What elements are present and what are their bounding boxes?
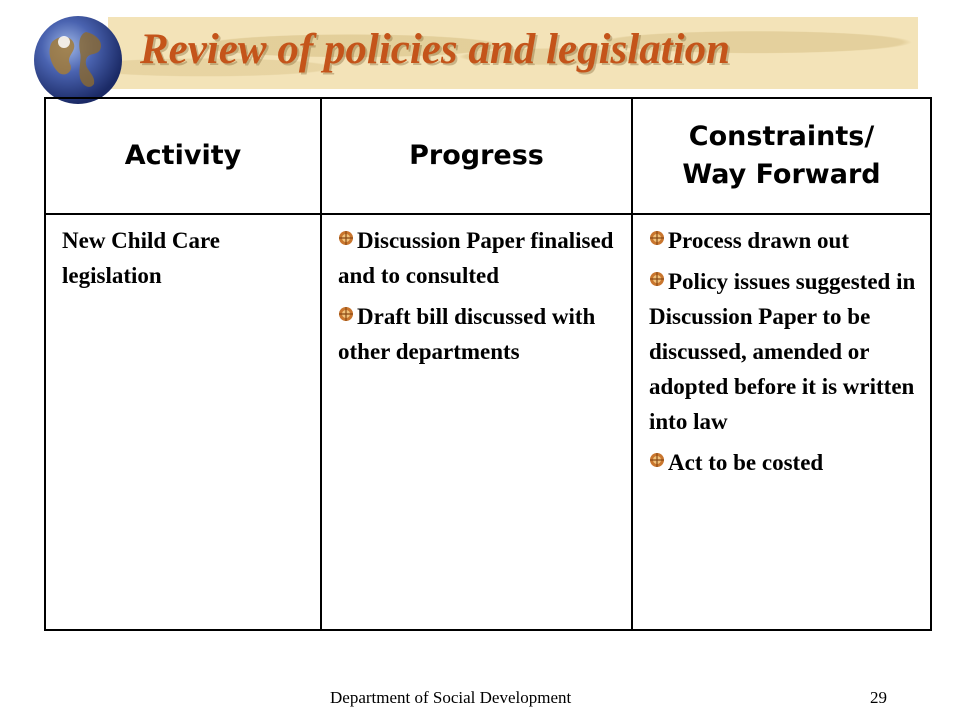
- sun-bullet-icon: [338, 230, 354, 246]
- header-progress: Progress: [321, 98, 632, 214]
- sun-bullet-icon: [649, 230, 665, 246]
- globe-icon: [30, 12, 126, 108]
- progress-item-text: Draft bill discussed with other departments: [338, 304, 596, 364]
- header-constraints: [632, 98, 931, 214]
- header-constraints-line1: Constraints/: [688, 121, 875, 152]
- header-activity: Activity: [45, 98, 321, 214]
- table-row: [45, 214, 931, 630]
- cell-constraints: [632, 214, 931, 630]
- table-header-row: [45, 98, 931, 214]
- progress-item-text: Discussion Paper finalised and to consulted: [338, 228, 614, 288]
- sun-bullet-icon: [338, 306, 354, 322]
- list-item: [338, 299, 621, 369]
- list-item: [649, 445, 920, 480]
- cell-activity: New Child Care legislation: [45, 214, 321, 630]
- footer-department: Department of Social Development: [330, 688, 572, 707]
- header-constraints-line2: Way Forward: [682, 159, 881, 190]
- list-item: [338, 223, 621, 293]
- cell-progress: [321, 214, 632, 630]
- constraints-item-text: Policy issues suggested in Discussion Paper to be discussed, amended or adopted before it is written into law: [649, 269, 916, 434]
- sun-bullet-icon: [649, 271, 665, 287]
- activity-table: [44, 97, 932, 631]
- sun-bullet-icon: [649, 452, 665, 468]
- list-item: [649, 264, 920, 439]
- constraints-list: [649, 223, 920, 480]
- constraints-item-text: Process drawn out: [668, 228, 850, 253]
- constraints-item-text: Act to be costed: [668, 450, 824, 475]
- list-item: [649, 223, 920, 258]
- page-number: 29: [870, 688, 887, 707]
- progress-list: [338, 223, 621, 369]
- slide-title: Review of policies and legislation: [140, 26, 731, 73]
